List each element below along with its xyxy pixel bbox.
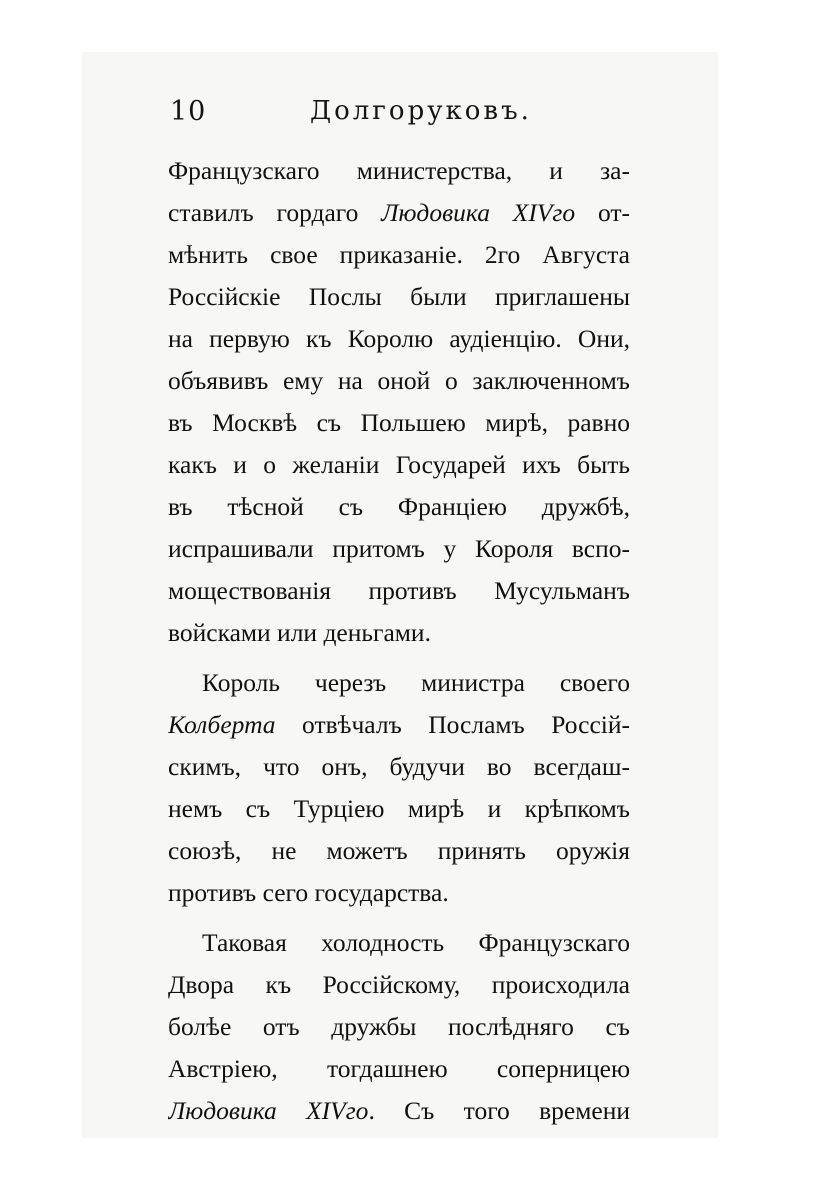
text-line: войсками или деньгами.	[168, 618, 431, 647]
text-line: на первую къ Королю аудiенцiю. Они,	[168, 324, 630, 353]
text-fragment: ставилъ гордаго	[168, 198, 382, 227]
page-number: 10	[170, 96, 207, 127]
running-title: Долгоруковъ.	[310, 96, 532, 126]
text-fragment: отвѣчалъ Посламъ Россiй-	[275, 710, 630, 739]
text-line: испрашивали притомъ у Короля вспо-	[168, 534, 630, 563]
text-line	[168, 704, 630, 746]
text-line: союзѣ, не можетъ принять оружiя	[168, 836, 630, 865]
text-line	[168, 1090, 630, 1132]
text-line: мѣнить свое приказанiе. 2го Августа	[168, 240, 630, 269]
text-line: въ тѣсной съ Францiею дружбѣ,	[168, 492, 630, 521]
text-line: противъ сего государства.	[168, 878, 449, 907]
text-line: Французскаго министерства, и за-	[168, 156, 630, 185]
body-text	[168, 150, 630, 1132]
text-line: Австрiею, тогдашнею соперницею	[168, 1054, 630, 1083]
text-line: скимъ, что онъ, будучи во всегдаш-	[168, 752, 630, 781]
italic-name: Людовика XIVго	[381, 198, 576, 227]
text-fragment: . Съ того времени	[368, 1096, 630, 1125]
italic-name: Колберта	[168, 710, 276, 739]
text-line: Таковая холодность Французскаго	[202, 928, 630, 957]
italic-name: Людовика XIVго	[168, 1096, 369, 1125]
text-line: какъ и о желанiи Государей ихъ быть	[168, 450, 630, 479]
text-line: Двора къ Россiйскому, происходила	[168, 970, 630, 999]
text-line: объявивъ ему на оной о заключенномъ	[168, 366, 630, 395]
text-line: моществованiя противъ Мусульманъ	[168, 576, 630, 605]
text-line: болѣе отъ дружбы послѣдняго съ	[168, 1012, 630, 1041]
text-line	[168, 192, 630, 234]
paragraph-gap	[168, 914, 630, 922]
text-line: Россiйскiе Послы были приглашены	[168, 282, 630, 311]
text-fragment: от-	[575, 198, 630, 227]
page-header	[170, 96, 630, 136]
text-line: Король черезъ министра своего	[202, 668, 630, 697]
text-line: въ Москвѣ съ Польшею мирѣ, равно	[168, 408, 630, 437]
text-line: немъ съ Турцiею мирѣ и крѣпкомъ	[168, 794, 630, 823]
paragraph-gap	[168, 654, 630, 662]
